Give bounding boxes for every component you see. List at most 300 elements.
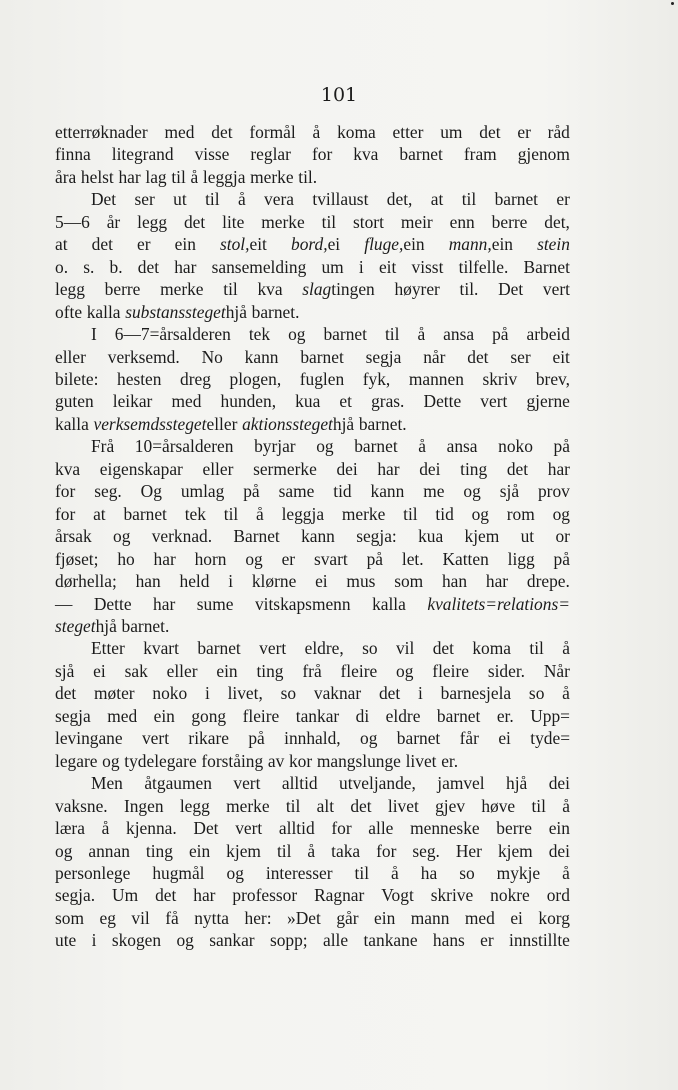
- word: [301, 525, 335, 547]
- word: [498, 840, 533, 862]
- text: brev,: [535, 368, 570, 389]
- word: [363, 929, 417, 951]
- word: [381, 884, 414, 906]
- word: [91, 637, 125, 659]
- word: [167, 660, 198, 682]
- text: 10=årsalderen: [134, 436, 234, 457]
- word: [314, 548, 348, 570]
- text: på: [248, 728, 265, 749]
- word: [397, 727, 440, 749]
- word: [346, 570, 375, 592]
- word: [440, 121, 462, 143]
- text: og: [245, 548, 263, 569]
- word: [282, 548, 296, 570]
- text: so: [362, 638, 378, 659]
- word: [463, 480, 480, 502]
- word: [479, 121, 500, 143]
- text-line: [55, 346, 570, 368]
- word: [201, 750, 263, 772]
- text: interesser: [265, 862, 333, 883]
- text-line: [55, 166, 570, 188]
- word: [226, 840, 261, 862]
- word: [412, 256, 444, 278]
- word: [112, 143, 174, 165]
- word: [153, 593, 175, 615]
- text: sider.: [487, 660, 526, 681]
- word: [435, 795, 465, 817]
- word: [323, 323, 366, 345]
- word: [123, 503, 166, 525]
- word: [55, 884, 95, 906]
- text: visse: [194, 144, 230, 165]
- text: til: [276, 840, 292, 861]
- word: [456, 840, 482, 862]
- text: Upp=: [530, 705, 570, 726]
- word: [117, 548, 134, 570]
- word: [291, 233, 340, 255]
- word: [562, 637, 570, 659]
- word: [431, 884, 474, 906]
- word: [396, 637, 414, 659]
- text: og: [288, 324, 306, 345]
- word: [279, 817, 315, 839]
- word: [423, 346, 445, 368]
- word: [233, 525, 279, 547]
- word: [307, 840, 315, 862]
- word: [460, 727, 479, 749]
- word: [366, 346, 402, 368]
- word: [93, 413, 237, 435]
- word: [472, 637, 511, 659]
- text: har: [174, 256, 197, 277]
- word: [527, 570, 570, 592]
- word: [313, 121, 321, 143]
- word: [55, 390, 94, 412]
- text: ein: [403, 234, 425, 255]
- text: mykje: [496, 862, 541, 883]
- text: horn: [194, 548, 227, 569]
- word: [253, 458, 317, 480]
- text: dei: [548, 840, 570, 861]
- word: [521, 525, 535, 547]
- word: [284, 727, 341, 749]
- text: kalla: [372, 593, 406, 614]
- word: [165, 121, 195, 143]
- word: [230, 368, 282, 390]
- text: rikare: [188, 728, 229, 749]
- word: [256, 660, 283, 682]
- word: [126, 817, 177, 839]
- text: alle: [323, 930, 349, 951]
- text: og: [396, 660, 414, 681]
- word: [124, 750, 196, 772]
- text: enn: [449, 211, 475, 232]
- word: [379, 256, 396, 278]
- text: nokre: [490, 885, 530, 906]
- text: tid: [333, 481, 352, 502]
- text: det,: [386, 189, 413, 210]
- word: [55, 682, 76, 704]
- text: på: [553, 436, 570, 457]
- text: dørhella;: [55, 571, 117, 592]
- word: [399, 143, 442, 165]
- text: for: [376, 840, 397, 861]
- text: barnet.: [121, 615, 170, 636]
- text-line: [55, 705, 570, 727]
- italic-text: fluge,: [364, 234, 404, 255]
- word: [530, 705, 570, 727]
- word: [55, 301, 82, 323]
- text: barnet: [323, 324, 367, 345]
- text: segja:: [356, 526, 397, 547]
- text: tek: [184, 503, 206, 524]
- text: 5—6: [55, 211, 90, 232]
- text: reglar: [250, 144, 291, 165]
- word: [152, 862, 204, 884]
- word: [531, 795, 546, 817]
- word: [387, 188, 413, 210]
- word: [146, 840, 173, 862]
- text: til: [403, 503, 418, 524]
- word: [92, 929, 97, 951]
- word: [259, 637, 286, 659]
- text: eldre,: [304, 638, 344, 659]
- text: ein: [188, 840, 211, 861]
- word: [252, 301, 300, 323]
- word: [498, 278, 523, 300]
- word: [55, 795, 108, 817]
- word: [449, 233, 513, 255]
- word: [549, 772, 570, 794]
- text-line: [55, 682, 570, 704]
- word: [55, 907, 84, 929]
- text: berre: [104, 279, 141, 300]
- text: kor: [288, 750, 313, 771]
- word: [339, 390, 352, 412]
- word: [421, 862, 437, 884]
- word: [482, 368, 517, 390]
- word: [437, 705, 480, 727]
- text: det: [55, 683, 77, 704]
- text-line: [55, 301, 570, 323]
- word: [112, 929, 161, 951]
- word: [137, 233, 151, 255]
- text: meir: [400, 211, 433, 232]
- text: —: [55, 593, 73, 614]
- text: kvart: [143, 638, 179, 659]
- word: [433, 929, 465, 951]
- word: [55, 929, 76, 951]
- word: [212, 256, 307, 278]
- word: [353, 211, 384, 233]
- text: vert: [542, 279, 570, 300]
- text: merke: [160, 279, 204, 300]
- text-line: [55, 368, 570, 390]
- word: [359, 256, 364, 278]
- word: [492, 211, 528, 233]
- word: [141, 480, 162, 502]
- text: mann: [410, 907, 450, 928]
- page-number: 101: [320, 84, 358, 106]
- text: mus: [346, 571, 376, 592]
- word: [55, 525, 92, 547]
- text: eller: [206, 413, 238, 434]
- text: eigenskapar: [99, 458, 183, 479]
- text: til: [461, 189, 477, 210]
- word: [442, 570, 467, 592]
- word: [131, 907, 149, 929]
- text: Etter: [91, 638, 125, 659]
- text: kjem: [497, 840, 533, 861]
- text: dei: [548, 773, 570, 794]
- text: fleire: [340, 660, 378, 681]
- word: [354, 435, 397, 457]
- word: [107, 211, 121, 233]
- text-line: [55, 188, 570, 210]
- text: forståing: [201, 750, 264, 771]
- text: hugmål: [152, 862, 205, 883]
- word: [105, 278, 141, 300]
- word: [55, 503, 75, 525]
- text-line: [55, 458, 570, 480]
- text: vera: [264, 189, 294, 210]
- text: ha: [420, 862, 438, 883]
- text: leggja: [202, 166, 246, 187]
- word: [548, 121, 570, 143]
- text: til: [354, 862, 370, 883]
- word: [312, 143, 332, 165]
- text: er: [137, 234, 151, 255]
- text: sume: [196, 593, 234, 614]
- text: får: [459, 728, 479, 749]
- text: Dette: [423, 391, 462, 412]
- word: [497, 705, 514, 727]
- text-line: [55, 884, 570, 906]
- text: sopp;: [269, 930, 308, 951]
- text: litegrand: [111, 144, 174, 165]
- word: [122, 615, 170, 637]
- text: det: [432, 638, 454, 659]
- text: b.: [109, 256, 123, 277]
- word: [261, 211, 304, 233]
- text: har: [485, 571, 509, 592]
- text: kann: [244, 346, 279, 367]
- text-line: [55, 907, 570, 929]
- word: [226, 795, 269, 817]
- text: som: [55, 907, 84, 928]
- text: Når: [543, 660, 570, 681]
- word: [193, 817, 218, 839]
- corner-speck: [671, 2, 674, 5]
- text: menneske: [410, 818, 480, 839]
- word: [509, 929, 570, 951]
- text: på: [553, 548, 570, 569]
- text: på: [243, 481, 260, 502]
- text: Her: [455, 840, 482, 861]
- text: ei: [93, 660, 106, 681]
- text: i: [204, 683, 210, 704]
- text: hunden,: [220, 391, 277, 412]
- text: klørne: [251, 571, 297, 592]
- word: [243, 480, 259, 502]
- word: [552, 346, 569, 368]
- text-line: [55, 548, 570, 570]
- word: [222, 211, 244, 233]
- text: høyrer: [394, 279, 440, 300]
- text: skriv: [482, 368, 518, 389]
- word: [481, 795, 515, 817]
- text: vert: [141, 728, 170, 749]
- text: verknad.: [151, 526, 213, 547]
- text-line: [55, 480, 570, 502]
- word: [518, 143, 570, 165]
- word: [296, 705, 339, 727]
- text: tingen: [331, 279, 375, 300]
- text: ei: [510, 907, 523, 928]
- word: [87, 301, 121, 323]
- word: [302, 278, 374, 300]
- text: innhald,: [284, 728, 341, 749]
- text: ansa: [443, 324, 475, 345]
- text: Og: [140, 481, 162, 502]
- text: alt: [316, 795, 335, 816]
- word: [393, 121, 424, 143]
- text: læra: [55, 818, 85, 839]
- text: at: [55, 234, 68, 255]
- text: det: [183, 211, 206, 232]
- word: [419, 458, 440, 480]
- text: å: [190, 166, 199, 187]
- text: og: [471, 503, 489, 524]
- text: til: [285, 795, 301, 816]
- text: det: [467, 346, 489, 367]
- text: hesten: [117, 368, 162, 389]
- text-line: [55, 840, 570, 862]
- text: ofte: [55, 301, 83, 322]
- word: [342, 503, 385, 525]
- text: kua: [295, 391, 321, 412]
- word: [155, 884, 176, 906]
- word: [490, 884, 530, 906]
- word: [396, 660, 413, 682]
- text: Men: [91, 773, 123, 794]
- word: [174, 256, 196, 278]
- word: [322, 211, 337, 233]
- word: [91, 323, 97, 345]
- text: ser: [134, 189, 155, 210]
- word: [202, 346, 223, 368]
- text: til: [205, 189, 220, 210]
- word: [281, 682, 296, 704]
- text: å: [562, 862, 570, 883]
- word: [55, 278, 85, 300]
- text: professor: [232, 885, 298, 906]
- word: [113, 525, 130, 547]
- text: til: [321, 211, 337, 232]
- text: mannen: [408, 368, 464, 389]
- word: [376, 840, 396, 862]
- text: vil: [395, 638, 415, 659]
- word: [124, 795, 164, 817]
- text: å: [562, 638, 570, 659]
- text: og: [55, 840, 73, 861]
- word: [385, 323, 400, 345]
- text: eit: [378, 256, 397, 277]
- text: koma: [472, 638, 511, 659]
- word: [55, 615, 117, 637]
- word: [279, 480, 315, 502]
- word: [55, 862, 130, 884]
- word: [113, 390, 153, 412]
- word: [115, 323, 231, 345]
- word: [160, 278, 203, 300]
- text: her:: [244, 907, 272, 928]
- text: det: [350, 795, 372, 816]
- word: [302, 660, 321, 682]
- word: [315, 570, 328, 592]
- text: i: [358, 256, 364, 277]
- text: tyde=: [530, 728, 570, 749]
- text: skogen: [111, 930, 162, 951]
- word: [197, 593, 234, 615]
- word: [94, 593, 132, 615]
- text: for: [331, 818, 352, 839]
- word: [526, 390, 569, 412]
- word: [81, 166, 114, 188]
- text: fram: [463, 144, 497, 165]
- word: [185, 503, 206, 525]
- word: [118, 166, 140, 188]
- word: [254, 435, 296, 457]
- word: [459, 862, 474, 884]
- text: Det: [498, 279, 524, 300]
- text: um: [440, 122, 463, 142]
- word: [91, 188, 116, 210]
- word: [459, 256, 509, 278]
- word: [107, 705, 137, 727]
- text: til: [531, 795, 546, 816]
- text: dei: [336, 458, 358, 479]
- word: [209, 929, 254, 951]
- text: finna: [55, 144, 91, 165]
- text: vaksne.: [55, 795, 108, 816]
- text: Det: [91, 189, 117, 210]
- italic-text: stein: [537, 234, 570, 255]
- word: [232, 884, 297, 906]
- word: [112, 884, 138, 906]
- text: med: [164, 122, 195, 142]
- word: [507, 458, 528, 480]
- word: [460, 278, 479, 300]
- text: å: [418, 436, 426, 457]
- text: tilfelle.: [458, 256, 509, 277]
- text: få: [165, 907, 179, 928]
- text: og: [316, 436, 334, 457]
- word: [305, 637, 344, 659]
- text: vert: [259, 638, 287, 659]
- word: [529, 637, 544, 659]
- word: [289, 750, 312, 772]
- italic-text: verksemdssteget: [93, 413, 207, 434]
- text: er: [556, 189, 570, 210]
- word: [362, 637, 377, 659]
- word: [435, 503, 453, 525]
- word: [418, 682, 423, 704]
- word: [372, 593, 406, 615]
- text: å: [101, 818, 110, 839]
- text: livet: [405, 750, 437, 771]
- word: [223, 278, 238, 300]
